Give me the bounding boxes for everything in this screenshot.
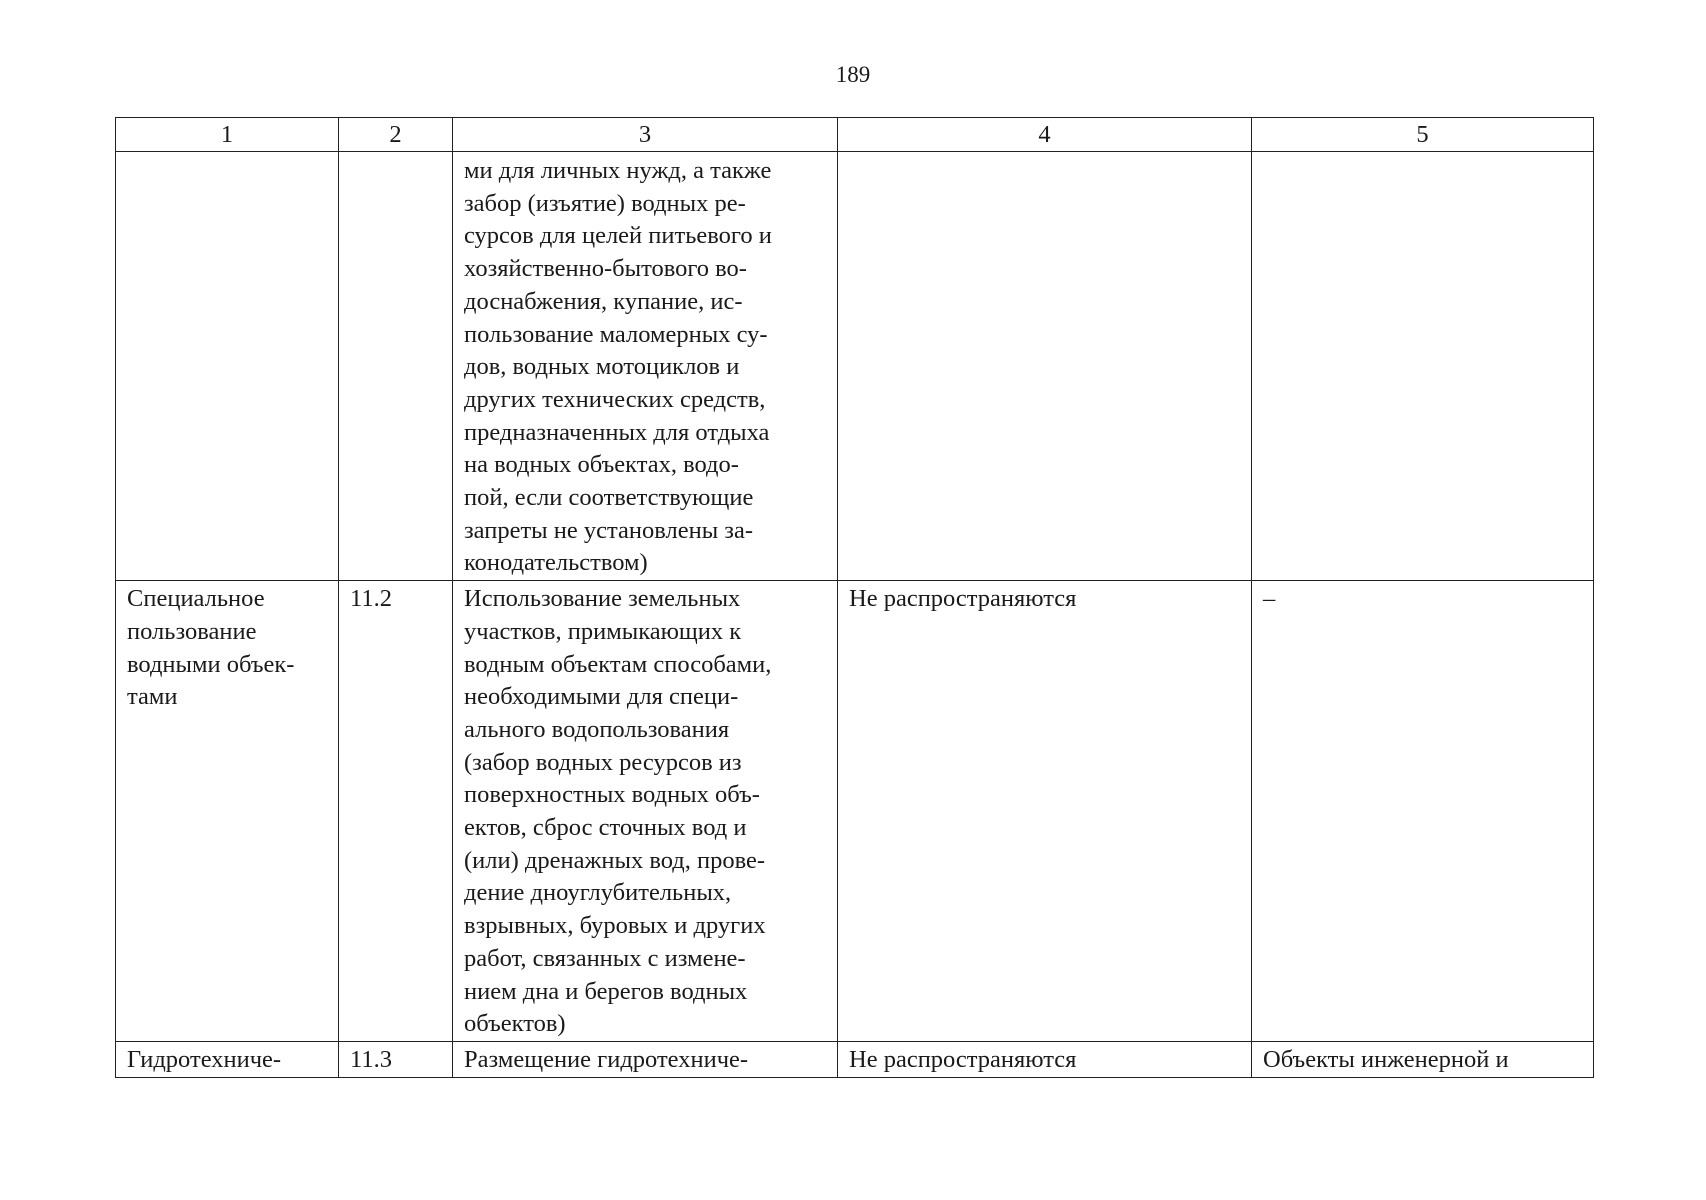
cell-text-line: Размещение гидротехниче-: [464, 1045, 749, 1073]
cell-text-line: Объекты инженерной и: [1263, 1045, 1509, 1073]
land-use-table: [115, 117, 1594, 1078]
cell-restrictions: [838, 581, 1252, 1042]
cell-text-line: сурсов для целей питьевого и: [464, 222, 772, 250]
cell-description: [453, 152, 838, 581]
cell-type-name: [116, 1041, 339, 1077]
column-header-4: 4: [838, 118, 1252, 152]
table-header-row: [116, 118, 1594, 152]
cell-text-line: пользование: [127, 617, 257, 645]
cell-text-line: конодательством): [464, 549, 648, 577]
cell-text-line: поверхностных водных объ-: [464, 781, 760, 809]
cell-text-line: других технических средств,: [464, 385, 766, 413]
cell-text-line: (или) дренажных вод, прове-: [464, 846, 766, 874]
cell-text-line: забор (изъятие) водных ре-: [464, 189, 746, 217]
cell-code: [339, 1041, 453, 1077]
cell-text-line: водным объектам способами,: [464, 650, 772, 678]
cell-text-line: предназначенных для отдыха: [464, 418, 770, 446]
cell-text-line: запреты не установлены за-: [464, 516, 753, 544]
cell-text-line: взрывных, буровых и других: [464, 912, 766, 940]
cell-objects: [1252, 581, 1594, 1042]
cell-restrictions: [838, 1041, 1252, 1077]
cell-text-line: ального водопользования: [464, 715, 730, 743]
page-number: 189: [835, 62, 871, 87]
cell-text-line: пой, если соответствующие: [464, 484, 754, 512]
cell-text-line: на водных объектах, водо-: [464, 451, 739, 479]
cell-text-line: Гидротехниче-: [127, 1045, 282, 1073]
cell-type-name: [116, 152, 339, 581]
cell-text-line: доснабжения, купание, ис-: [464, 287, 743, 315]
cell-objects: [1252, 152, 1594, 581]
cell-restrictions: [838, 152, 1252, 581]
column-header-1: 1: [116, 118, 339, 152]
cell-text-line: Не распространяются: [849, 585, 1077, 613]
column-header-3: 3: [453, 118, 838, 152]
cell-text-line: 11.2: [350, 585, 392, 613]
cell-text-line: Специальное: [127, 585, 265, 613]
table-row: [116, 581, 1594, 1042]
cell-text-line: объектов): [464, 1010, 566, 1038]
cell-code: [339, 581, 453, 1042]
cell-text-line: работ, связанных с измене-: [464, 944, 746, 972]
cell-text-line: ми для личных нужд, а также: [464, 157, 772, 184]
column-header-5: 5: [1252, 118, 1594, 152]
cell-text-line: дение дноуглубительных,: [464, 879, 732, 907]
table-row: [116, 1041, 1594, 1077]
cell-text-line: –: [1263, 585, 1276, 613]
cell-text-line: Использование земельных: [464, 585, 741, 613]
cell-text-line: нием дна и берегов водных: [464, 977, 748, 1005]
cell-text-line: дов, водных мотоциклов и: [464, 353, 740, 381]
cell-text-line: водными объек-: [127, 650, 295, 678]
column-header-2: 2: [339, 118, 453, 152]
cell-text-line: хозяйственно-бытового во-: [464, 255, 747, 283]
cell-text-line: Не распространяются: [849, 1045, 1077, 1073]
cell-code: [339, 152, 453, 581]
cell-text-line: пользование маломерных су-: [464, 320, 768, 348]
cell-text-line: 11.3: [350, 1045, 392, 1073]
cell-text-line: (забор водных ресурсов из: [464, 748, 742, 776]
cell-description: [453, 581, 838, 1042]
cell-text-line: тами: [127, 683, 178, 711]
cell-text-line: ектов, сброс сточных вод и: [464, 814, 747, 842]
cell-text-line: необходимыми для специ-: [464, 683, 739, 711]
cell-type-name: [116, 581, 339, 1042]
cell-objects: [1252, 1041, 1594, 1077]
cell-description: [453, 1041, 838, 1077]
table-row: [116, 152, 1594, 581]
cell-text-line: участков, примыкающих к: [464, 617, 742, 645]
